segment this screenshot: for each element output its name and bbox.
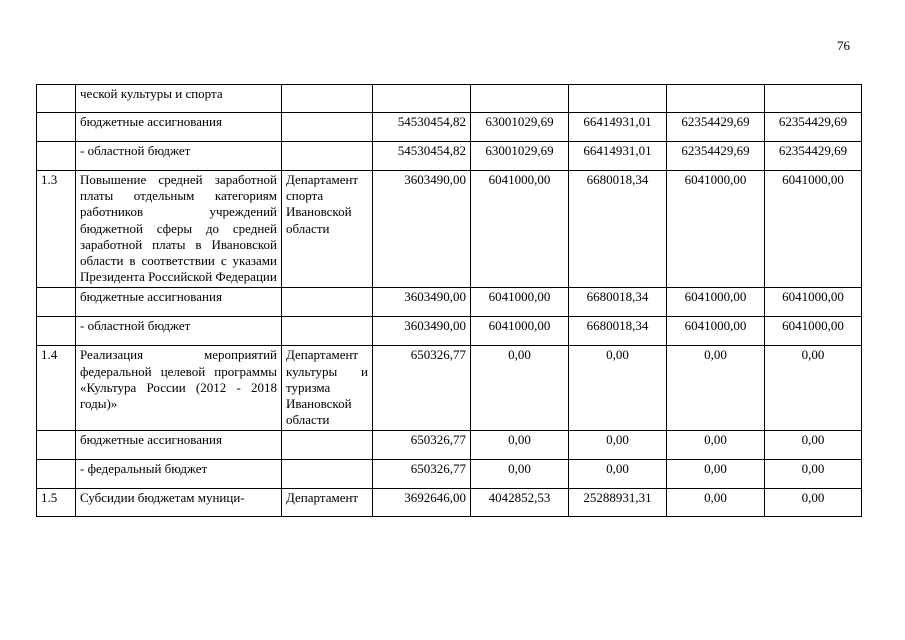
value-cell: 0,00: [471, 460, 569, 489]
value-cell: 62354429,69: [765, 142, 862, 171]
row-name: Повышение средней заработной платы отдельным категориям работников учреждений бюджетной сферы до средней заработной платы в Ивановской области в соответствии с указами Президента Российской Федерации: [76, 171, 282, 288]
value-cell: 0,00: [569, 346, 667, 431]
row-name: Реализация мероприятий федеральной целевой программы «Культура России (2012 - 2018 годы)»: [76, 346, 282, 431]
value-cell: [667, 85, 765, 113]
value-cell: 62354429,69: [765, 113, 862, 142]
value-cell: 6041000,00: [667, 171, 765, 288]
value-cell: [569, 85, 667, 113]
value-cell: 3603490,00: [373, 288, 471, 317]
table-row: [37, 142, 862, 171]
value-cell: 3603490,00: [373, 317, 471, 346]
value-cell: 6680018,34: [569, 317, 667, 346]
value-cell: 6041000,00: [471, 288, 569, 317]
row-number: [37, 431, 76, 460]
value-cell: 0,00: [667, 489, 765, 517]
value-cell: 66414931,01: [569, 142, 667, 171]
value-cell: 0,00: [471, 431, 569, 460]
row-name: бюджетные ассигнования: [76, 288, 282, 317]
table-row: [37, 431, 862, 460]
row-name: ческой культуры и спорта: [76, 85, 282, 113]
value-cell: 0,00: [667, 460, 765, 489]
row-executor: [282, 288, 373, 317]
row-name: бюджетные ассигнования: [76, 431, 282, 460]
value-cell: [373, 85, 471, 113]
row-executor: Департамент спорта Ивановской области: [282, 171, 373, 288]
page-number: 76: [837, 38, 850, 53]
value-cell: 0,00: [667, 431, 765, 460]
budget-table: [36, 84, 862, 517]
table-row: [37, 113, 862, 142]
table-row: [37, 288, 862, 317]
value-cell: 6680018,34: [569, 171, 667, 288]
row-executor: [282, 142, 373, 171]
value-cell: 66414931,01: [569, 113, 667, 142]
row-executor: Департамент: [282, 489, 373, 517]
value-cell: 62354429,69: [667, 142, 765, 171]
row-executor: [282, 85, 373, 113]
value-cell: 6041000,00: [471, 317, 569, 346]
table-row: [37, 317, 862, 346]
row-number: [37, 460, 76, 489]
row-executor: [282, 317, 373, 346]
value-cell: 0,00: [765, 489, 862, 517]
value-cell: 6041000,00: [667, 288, 765, 317]
row-number: [37, 85, 76, 113]
value-cell: 0,00: [765, 346, 862, 431]
row-name: бюджетные ассигнования: [76, 113, 282, 142]
row-number: 1.5: [37, 489, 76, 517]
table-row: [37, 171, 862, 288]
value-cell: 3692646,00: [373, 489, 471, 517]
value-cell: [765, 85, 862, 113]
row-number: [37, 113, 76, 142]
row-executor: [282, 431, 373, 460]
row-number: 1.4: [37, 346, 76, 431]
row-name: - федеральный бюджет: [76, 460, 282, 489]
row-executor: Департамент культуры и туризма Ивановской области: [282, 346, 373, 431]
value-cell: 63001029,69: [471, 113, 569, 142]
value-cell: 6041000,00: [667, 317, 765, 346]
value-cell: 3603490,00: [373, 171, 471, 288]
value-cell: 6041000,00: [765, 171, 862, 288]
value-cell: 0,00: [569, 460, 667, 489]
value-cell: 0,00: [667, 346, 765, 431]
row-number: [37, 288, 76, 317]
value-cell: 54530454,82: [373, 142, 471, 171]
value-cell: 63001029,69: [471, 142, 569, 171]
row-number: 1.3: [37, 171, 76, 288]
table-row: [37, 85, 862, 113]
value-cell: 62354429,69: [667, 113, 765, 142]
value-cell: [471, 85, 569, 113]
value-cell: 54530454,82: [373, 113, 471, 142]
value-cell: 6680018,34: [569, 288, 667, 317]
row-name: - областной бюджет: [76, 142, 282, 171]
row-executor: [282, 113, 373, 142]
value-cell: 6041000,00: [471, 171, 569, 288]
row-number: [37, 142, 76, 171]
value-cell: 650326,77: [373, 460, 471, 489]
value-cell: 650326,77: [373, 346, 471, 431]
row-name: Субсидии бюджетам муници-: [76, 489, 282, 517]
value-cell: 0,00: [765, 460, 862, 489]
row-number: [37, 317, 76, 346]
value-cell: 650326,77: [373, 431, 471, 460]
value-cell: 0,00: [471, 346, 569, 431]
row-name: - областной бюджет: [76, 317, 282, 346]
value-cell: 6041000,00: [765, 317, 862, 346]
value-cell: 4042852,53: [471, 489, 569, 517]
table-row: [37, 346, 862, 431]
value-cell: 6041000,00: [765, 288, 862, 317]
table-row: [37, 460, 862, 489]
table-row: [37, 489, 862, 517]
value-cell: 25288931,31: [569, 489, 667, 517]
row-executor: [282, 460, 373, 489]
value-cell: 0,00: [569, 431, 667, 460]
value-cell: 0,00: [765, 431, 862, 460]
